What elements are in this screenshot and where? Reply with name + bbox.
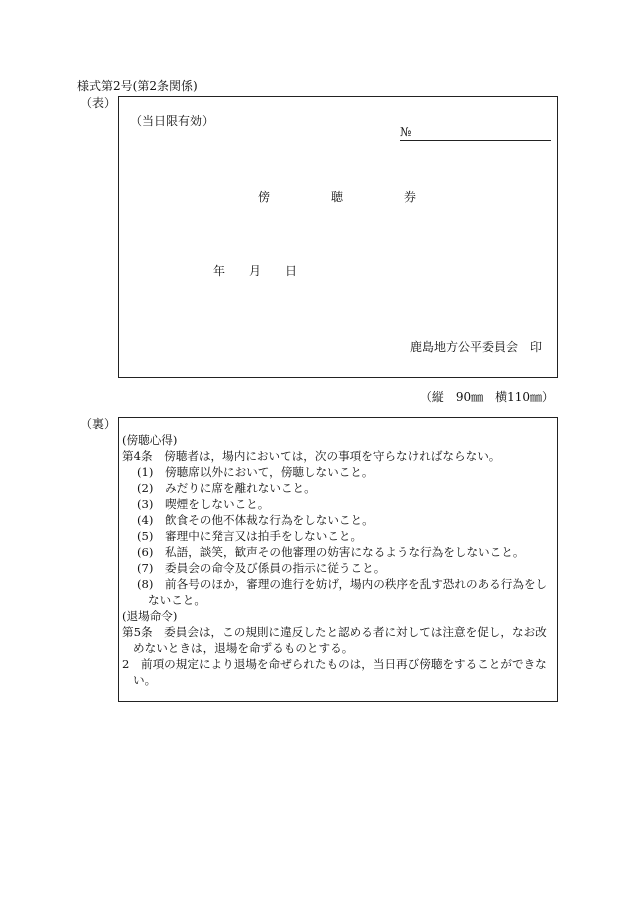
article-4-item-3: (3) 喫煙をしないこと。 bbox=[137, 497, 270, 511]
article-5-paragraph-2: 2 前項の規定により退場を命ぜられたものは，当日再び傍聴をすることができな bbox=[122, 657, 547, 671]
date-month-label: 月 bbox=[249, 264, 262, 278]
article-5-paragraph-1-continuation: めないときは，退場を命ずるものとする。 bbox=[133, 641, 354, 655]
removal-heading: (退場命令) bbox=[122, 609, 178, 623]
article-4-item-8: (8) 前各号のほか，審理の進行を妨げ，場内の秩序を乱す恐れのある行為をし bbox=[137, 577, 548, 591]
date-year-label: 年 bbox=[213, 264, 226, 278]
article-5-paragraph-1: 第5条 委員会は，この規則に違反したと認める者に対しては注意を促し，なお改 bbox=[122, 625, 547, 639]
article-4-item-1: (1) 傍聴席以外において，傍聴しないこと。 bbox=[137, 465, 374, 479]
article-4-lead: 第4条 傍聴者は，場内においては，次の事項を守らなければならない。 bbox=[122, 449, 501, 463]
ticket-number-field bbox=[400, 124, 551, 141]
number-sign-label: № bbox=[400, 125, 412, 139]
ticket-front-panel bbox=[118, 96, 558, 378]
article-4-item-8-continuation: ないこと。 bbox=[148, 593, 206, 607]
date-day-label: 日 bbox=[285, 264, 298, 278]
validity-note: （当日限有効） bbox=[130, 114, 215, 128]
form-number-heading: 様式第2号(第2条関係) bbox=[77, 79, 198, 93]
issuer-and-seal: 鹿島地方公平委員会 印 bbox=[410, 340, 543, 354]
back-side-label: （裏） bbox=[80, 417, 117, 431]
size-note: （縦 90㎜ 横110㎜） bbox=[419, 390, 554, 404]
ticket-title: 傍聴券 bbox=[258, 190, 478, 204]
article-4-item-7: (7) 委員会の命令及び係員の指示に従うこと。 bbox=[137, 561, 386, 575]
ticket-rules-text bbox=[122, 432, 547, 688]
article-4-item-2: (2) みだりに席を離れないこと。 bbox=[137, 481, 316, 495]
article-4-item-4: (4) 飲食その他不体裁な行為をしないこと。 bbox=[137, 513, 374, 527]
conduct-heading: (傍聴心得) bbox=[122, 433, 178, 447]
ticket-back-panel bbox=[118, 417, 558, 702]
article-5-paragraph-2-continuation: い。 bbox=[133, 673, 157, 687]
front-side-label: （表） bbox=[80, 96, 117, 110]
article-4-item-6: (6) 私語，談笑，歓声その他審理の妨害になるような行為をしないこと。 bbox=[137, 545, 525, 559]
article-4-item-5: (5) 審理中に発言又は拍手をしないこと。 bbox=[137, 529, 363, 543]
